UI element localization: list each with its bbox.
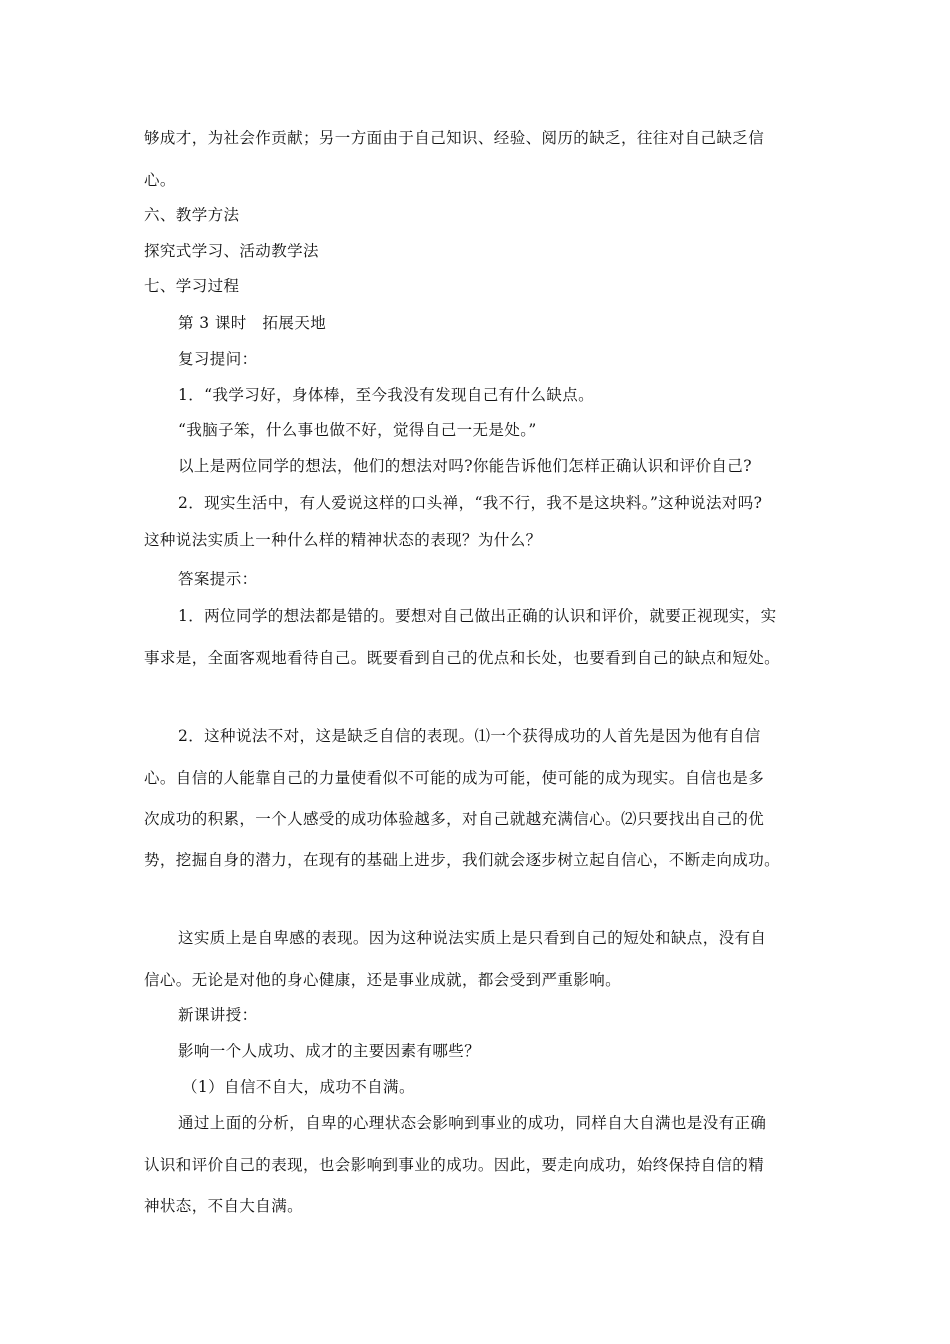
subheading-new-lesson: 新课讲授： <box>178 1006 258 1024</box>
paragraph-line: 这种说法实质上一种什么样的精神状态的表现？为什么？ <box>144 531 542 549</box>
paragraph-line: 影响一个人成功、成才的主要因素有哪些？ <box>178 1042 481 1060</box>
paragraph-line: 2．现实生活中，有人爱说这样的口头禅，“我不行，我不是这块料。”这种说法对吗? <box>178 494 763 512</box>
paragraph-line: 以上是两位同学的想法，他们的想法对吗?你能告诉他们怎样正确认识和评价自己? <box>178 457 752 475</box>
subheading-review-questions: 复习提问： <box>178 350 258 368</box>
section-heading-learning-process: 七、学习过程 <box>144 277 240 295</box>
paragraph-line: 1．“我学习好，身体棒，至今我没有发现自己有什么缺点。 <box>178 386 595 404</box>
paragraph-line: 心。自信的人能靠自己的力量使看似不可能的成为可能，使可能的成为现实。自信也是多 <box>144 769 765 787</box>
paragraph-line: 神状态，不自大自满。 <box>144 1197 304 1215</box>
paragraph-line: 事求是，全面客观地看待自己。既要看到自己的优点和长处，也要看到自己的缺点和短处。 <box>144 649 781 667</box>
paragraph-line: 心。 <box>144 171 176 189</box>
paragraph-line: 认识和评价自己的表现，也会影响到事业的成功。因此，要走向成功，始终保持自信的精 <box>144 1156 765 1174</box>
paragraph-line: 探究式学习、活动教学法 <box>144 242 319 260</box>
paragraph-line: 够成才，为社会作贡献；另一方面由于自己知识、经验、阅历的缺乏，往往对自己缺乏信 <box>144 129 765 147</box>
paragraph-line: 势，挖掘自身的潜力，在现有的基础上进步，我们就会逐步树立起自信心，不断走向成功。 <box>144 851 781 869</box>
paragraph-line: 次成功的积累，一个人感受的成功体验越多，对自己就越充满信心。⑵只要找出自己的优 <box>144 810 765 828</box>
paragraph-line: 2．这种说法不对，这是缺乏自信的表现。⑴一个获得成功的人首先是因为他有自信 <box>178 727 761 745</box>
subheading-answer-hints: 答案提示： <box>178 570 258 588</box>
paragraph-line: （1）自信不自大，成功不自满。 <box>182 1078 415 1096</box>
section-heading-teaching-method: 六、教学方法 <box>144 206 240 224</box>
paragraph-line: 通过上面的分析，自卑的心理状态会影响到事业的成功，同样自大自满也是没有正确 <box>178 1114 767 1132</box>
paragraph-line: 信心。无论是对他的身心健康，还是事业成就，都会受到严重影响。 <box>144 971 622 989</box>
lesson-title: 第 3 课时 拓展天地 <box>178 314 327 332</box>
paragraph-line: 1．两位同学的想法都是错的。要想对自己做出正确的认识和评价，就要正视现实，实 <box>178 607 777 625</box>
paragraph-line: “我脑子笨，什么事也做不好，觉得自己一无是处。” <box>178 421 537 439</box>
paragraph-line: 这实质上是自卑感的表现。因为这种说法实质上是只看到自己的短处和缺点，没有自 <box>178 929 767 947</box>
